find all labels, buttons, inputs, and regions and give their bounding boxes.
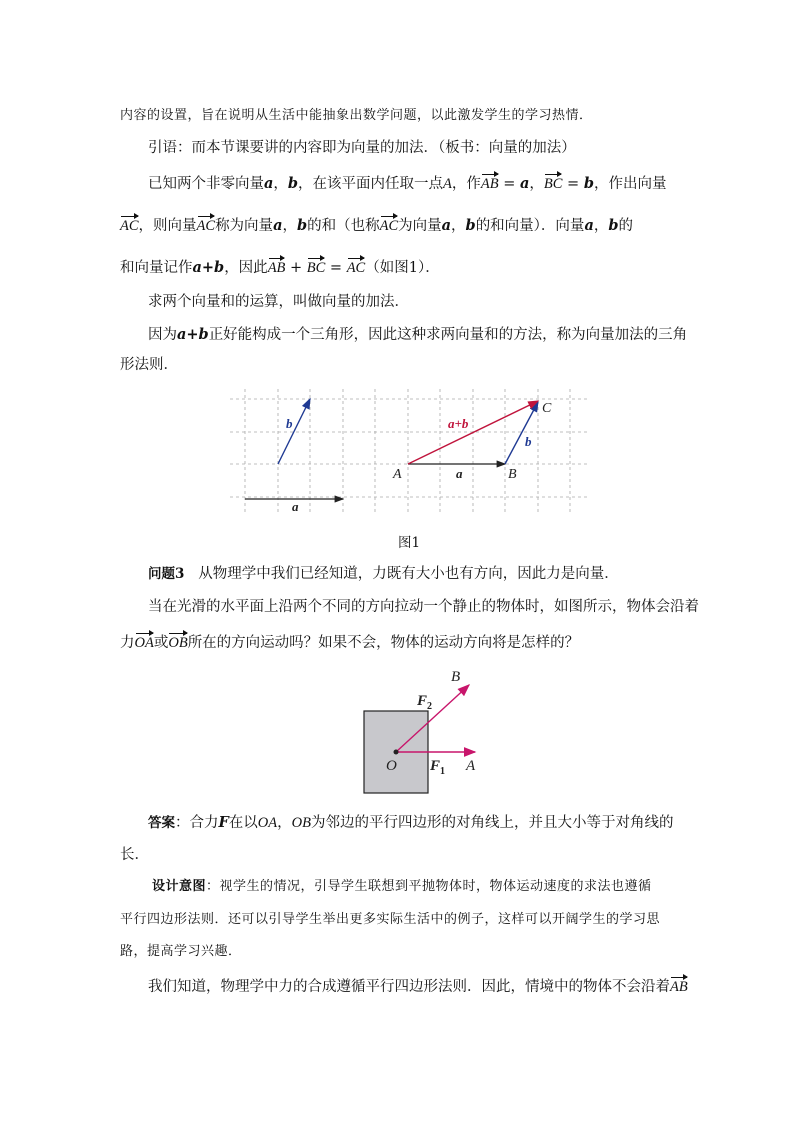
answer-label: 答案	[148, 815, 175, 831]
question-3-label: 问题3	[148, 566, 185, 582]
addition-definition: 求两个向量和的运算，叫做向量的加法．	[148, 294, 409, 310]
figure-2-force-diagram	[355, 664, 495, 798]
figure-1-caption: 图1	[398, 535, 421, 551]
point-O-dot	[394, 750, 399, 755]
question-3-body-2: 力OA或OB所在的方向运动吗？如果不会，物体的运动方向将是怎样的？	[120, 631, 579, 652]
label-F2: $F_2$	[417, 693, 433, 712]
triangle-rule-line-2: 形法则．	[120, 357, 178, 373]
design-intent-line-3: 路，提高学习兴趣．	[120, 944, 242, 959]
definition-line-1: 已知两个非零向量a，b，在该平面内任取一点A，作AB = a，BC = b，作出向量	[148, 175, 667, 192]
vector-BC	[505, 402, 538, 464]
vector-BC: BC	[544, 173, 563, 193]
point-A: A	[393, 467, 402, 482]
question-3: 问题3 从物理学中我们已经知道，力既有大小也有方向，因此力是向量．	[148, 566, 619, 582]
vector-OA: OA	[135, 632, 154, 652]
question-3-body-1: 当在光滑的水平面上沿两个不同的方向拉动一个静止的物体时，如图所示，物体会沿着	[148, 599, 699, 615]
label-a-right: a	[456, 466, 463, 481]
design-intent-line-1: 设计意图：视学生的情况，引导学生联想到平抛物体时，物体运动速度的求法也遵循	[152, 879, 652, 894]
label-b-left: b	[286, 416, 293, 431]
vector-AC: AC	[120, 215, 139, 235]
intro-paragraph-end: 内容的设置，旨在说明从生活中能抽象出数学问题，以此激发学生的学习热情．	[120, 108, 593, 123]
vector-AB: AB	[481, 173, 499, 193]
label-b-right: b	[525, 434, 532, 449]
label-B: B	[451, 669, 461, 685]
design-intent-label: 设计意图	[152, 879, 207, 894]
design-intent-line-2: 平行四边形法则．还可以引导学生举出更多实际生活中的例子，这样可以开阔学生的学习思	[120, 912, 661, 927]
answer-line-1: 答案：合力F在以OA，OB为邻边的平行四边形的对角线上，并且大小等于对角线的	[148, 814, 674, 831]
label-F1: $F_1$	[430, 758, 446, 777]
definition-line-2: AC，则向量AC称为向量a，b的和（也称AC为向量a，b的和向量）．向量a，b的	[120, 217, 633, 234]
triangle-rule-line-1: 因为a+b正好能构成一个三角形，因此这种求两向量和的方法，称为向量加法的三角	[148, 326, 688, 343]
label-O: O	[386, 758, 397, 774]
point-C: C	[542, 401, 552, 416]
vector-AC	[408, 401, 538, 464]
label-A: A	[466, 758, 476, 774]
label-a-bottom: a	[292, 499, 299, 514]
lead-in-paragraph: 引语：而本节课要讲的内容即为向量的加法．（板书：向量的加法）	[148, 140, 576, 156]
vector-OB: OB	[168, 632, 187, 652]
label-sum: a+b	[448, 416, 469, 431]
point-B: B	[508, 467, 517, 482]
definition-line-3: 和向量记作a+b，因此AB + BC = AC（如图1）．	[120, 259, 440, 276]
closing-paragraph: 我们知道，物理学中力的合成遵循平行四边形法则．因此，情境中的物体不会沿着AB	[148, 975, 688, 996]
vector-b-left	[278, 399, 310, 464]
figure-1-vector-addition	[230, 384, 590, 519]
vector-AB-closing: AB	[670, 976, 688, 996]
answer-line-2: 长．	[120, 847, 149, 863]
